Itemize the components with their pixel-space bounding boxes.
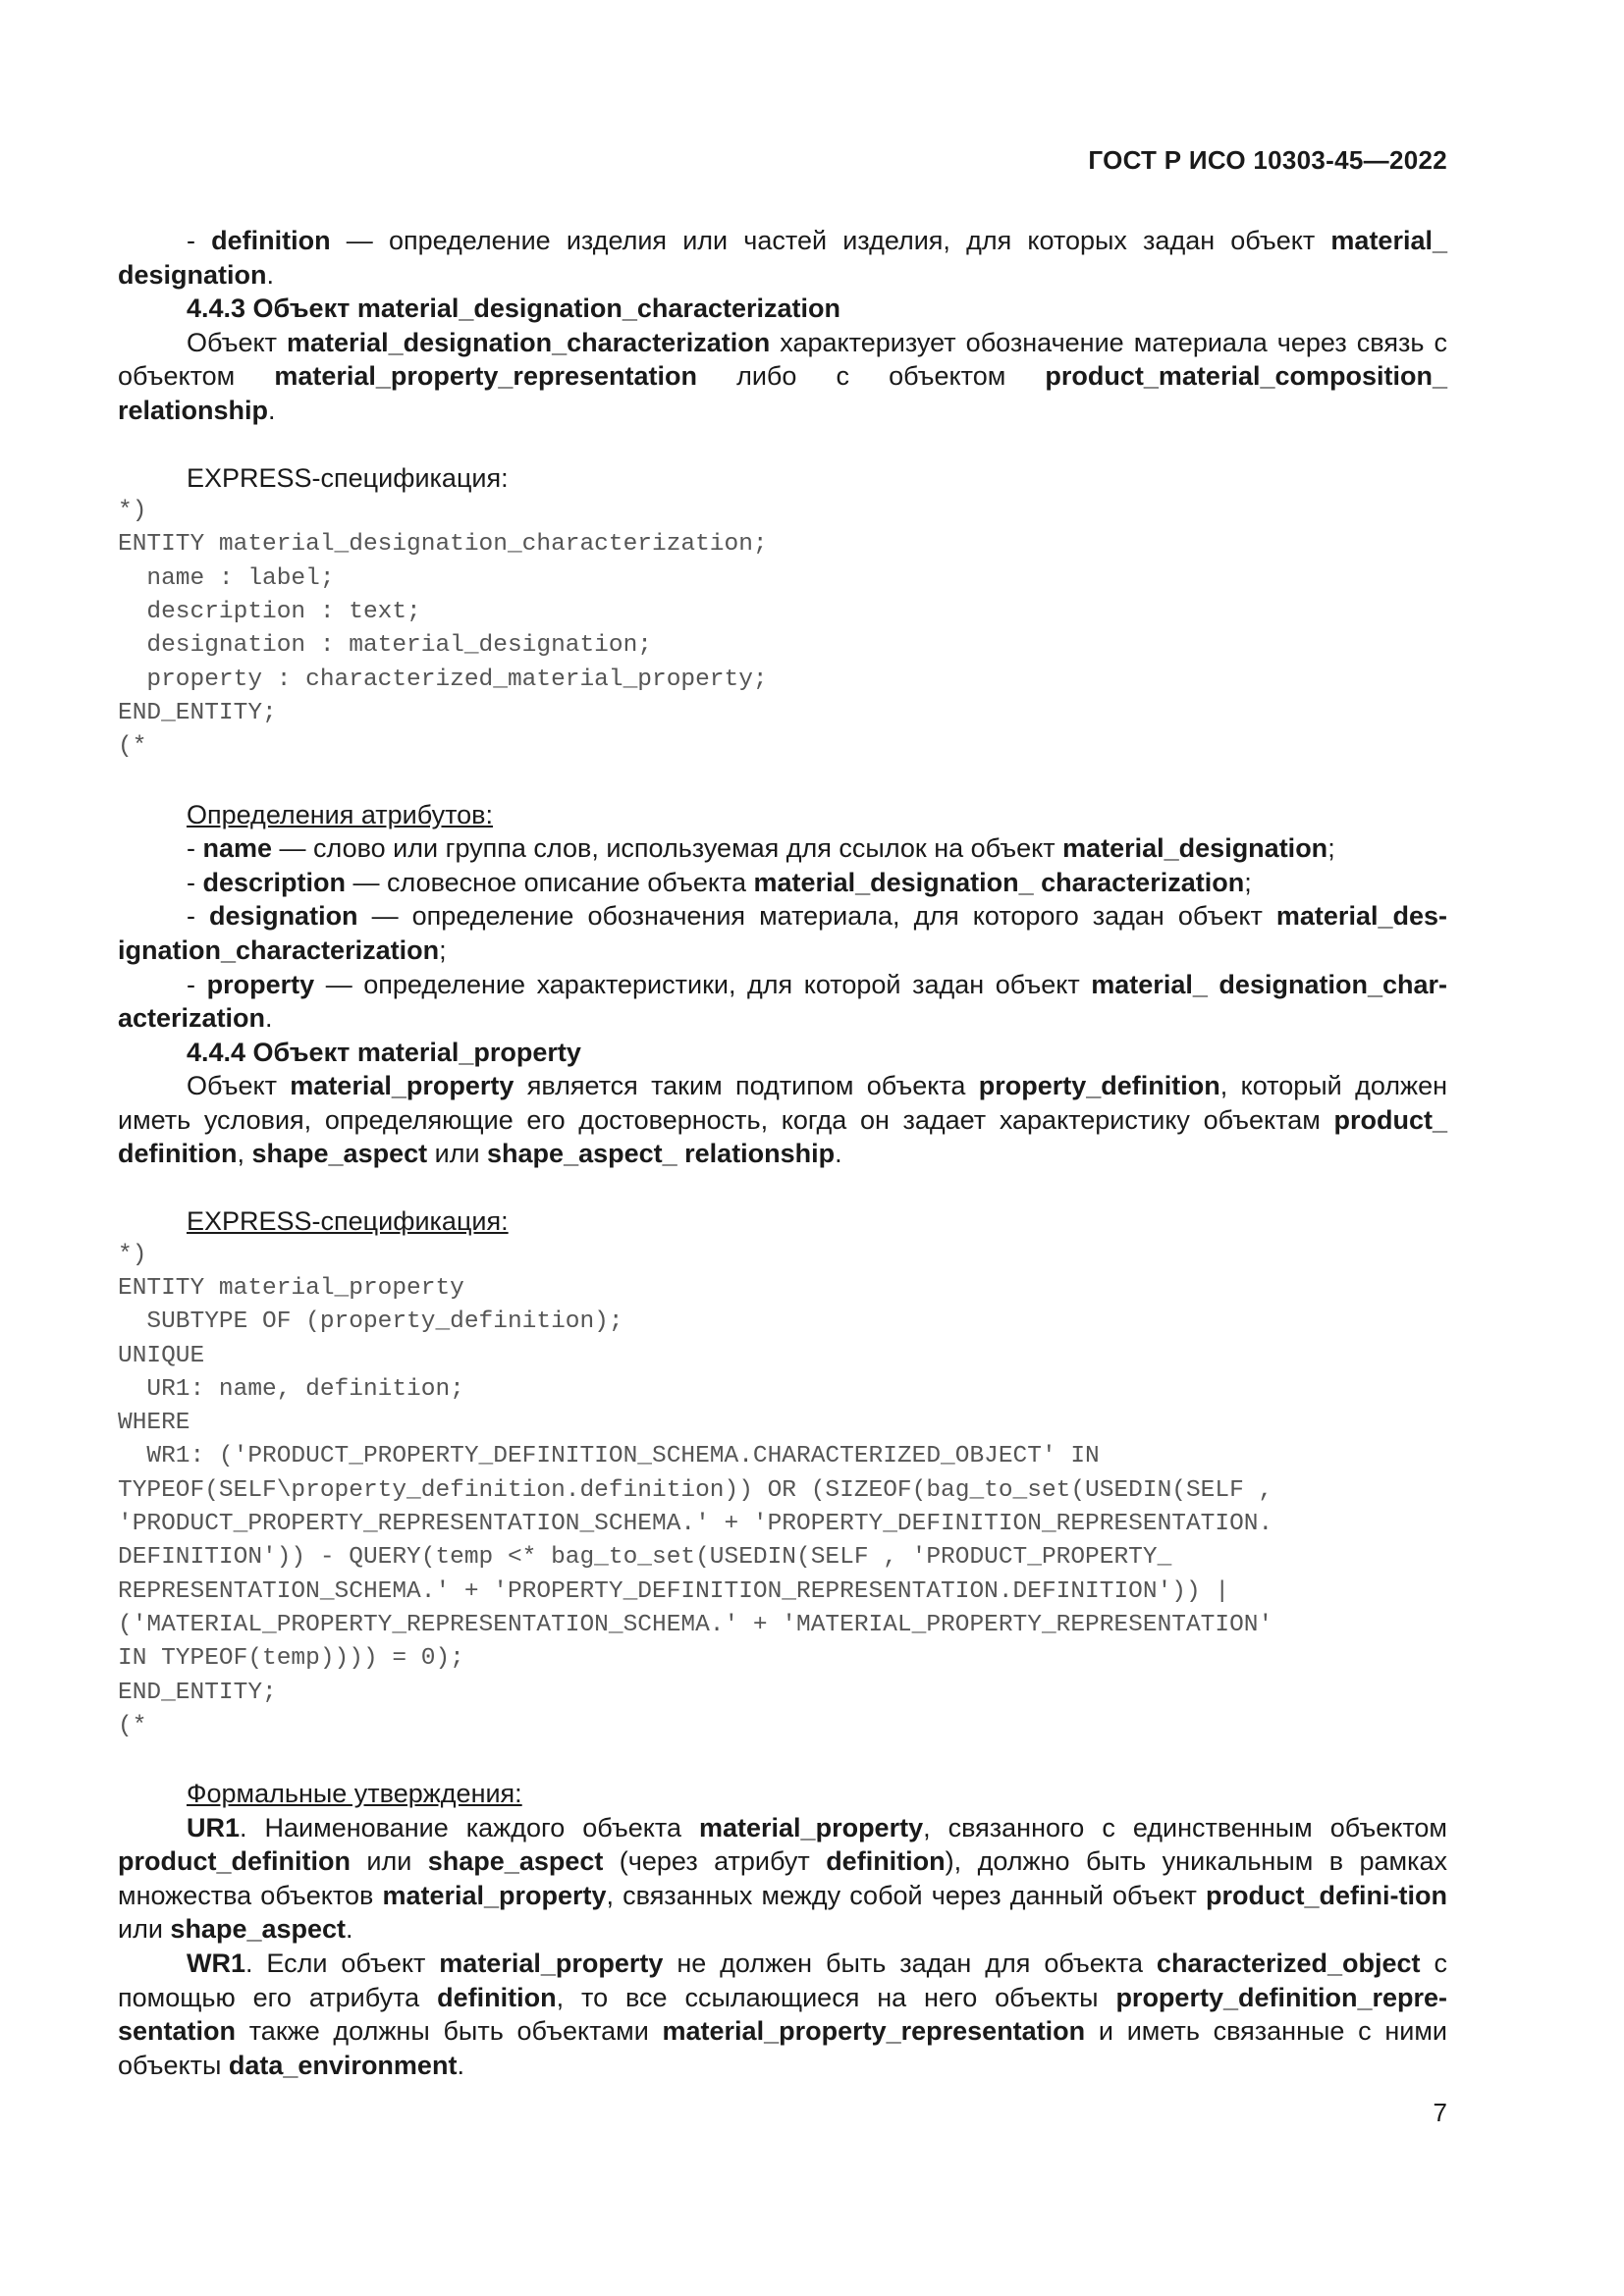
rule-ur1: UR1. Наименование каждого объекта material_property, связанного с единственным объектом product_definition или shape_aspect (через атрибут definition), должно быть уникальным в рамках множества объектов material_property, связанных между собой через данный объект product_defini-tion или shape_aspect. [118, 1812, 1448, 1945]
attr-property: - property — определение характеристики, для которой задан объект material_ designation_char-acterization. [118, 969, 1447, 1034]
page-content [118, 224, 1447, 2082]
attr-name: - name — слово или группа слов, используемая для ссылок на объект material_designation; [187, 833, 1335, 864]
attr-description: - description — словесное описание объекта material_designation_ characterization; [187, 867, 1252, 897]
attribute-definitions-heading: Определения атрибутов: [187, 799, 494, 829]
section-4-4-3-title: 4.4.3 Объект material_designation_characterization [187, 294, 840, 324]
express-label-2: EXPRESS-спецификация: [187, 1206, 509, 1237]
formal-statements-heading: Формальные утверждения: [187, 1779, 522, 1809]
express-code-2: *) ENTITY material_property SUBTYPE OF (property_definition); UNIQUE UR1: name, definition; WHERE WR1: ('PRODUCT_PROPERTY_DEFINITION_SCHEMA.CHARACTERIZED_OBJECT' IN TYPEOF(SELF\property_definition.definition)) OR (SIZEOF(bag_to_set(USEDIN(SELF , 'PRODUCT_PROPERTY_REPRESENTATION_SCHEMA.' + 'PROPERTY_DEFINITION_REPRESENTATION. DEFINITION')) - QUERY(temp <* bag_to_set(USEDIN(SELF , 'PRODUCT_PROPERTY_ REPRESENTATION_SCHEMA.' + 'PROPERTY_DEFINITION_REPRESENTATION.DEFINITION')) | ('MATERIAL_PROPERTY_REPRESENTATION_SCHEMA.' + 'MATERIAL_PROPERTY_REPRESENTATION' IN TYPEOF(temp)))) = 0); END_ENTITY; (* [118, 1241, 1273, 1739]
standard-header: ГОСТ Р ИСО 10303-45—2022 [1088, 145, 1447, 175]
definition-attribute-paragraph: - definition — определение изделия или частей изделия, для которых задан объект material_ designation. [118, 226, 1447, 290]
page-number: 7 [1433, 2098, 1447, 2127]
section-4-4-4-title: 4.4.4 Объект material_property [187, 1037, 581, 1067]
express-code-1: *) ENTITY material_designation_characterization; name : label; description : text; designation : material_designation; property : characterized_material_property; END_ENTITY; (* [118, 498, 768, 761]
attr-designation: - designation — определение обозначения материала, для которого задан объект material_des-ignation_characterization; [118, 901, 1447, 965]
section-4-4-3-intro: Объект material_designation_characterization характеризует обозначение материала через связь с объектом material_property_representation либо с объектом product_material_composition_ relationship. [118, 327, 1447, 425]
rule-wr1: WR1. Если объект material_property не должен быть задан для объекта characterized_object с помощью его атрибута definition, то все ссылающиеся на него объекты property_definition_repre-sentation также должны быть объектами material_property_representation и иметь связанные с ними объекты data_environment. [118, 1949, 1447, 2080]
section-4-4-4-intro: Объект material_property является таким подтипом объекта property_definition, который должен иметь условия, определяющие его достоверность, когда он задает характеристику объектам product_ definition, shape_aspect или shape_aspect_ relationship. [118, 1071, 1448, 1169]
express-label-1: EXPRESS-спецификация: [187, 462, 509, 493]
